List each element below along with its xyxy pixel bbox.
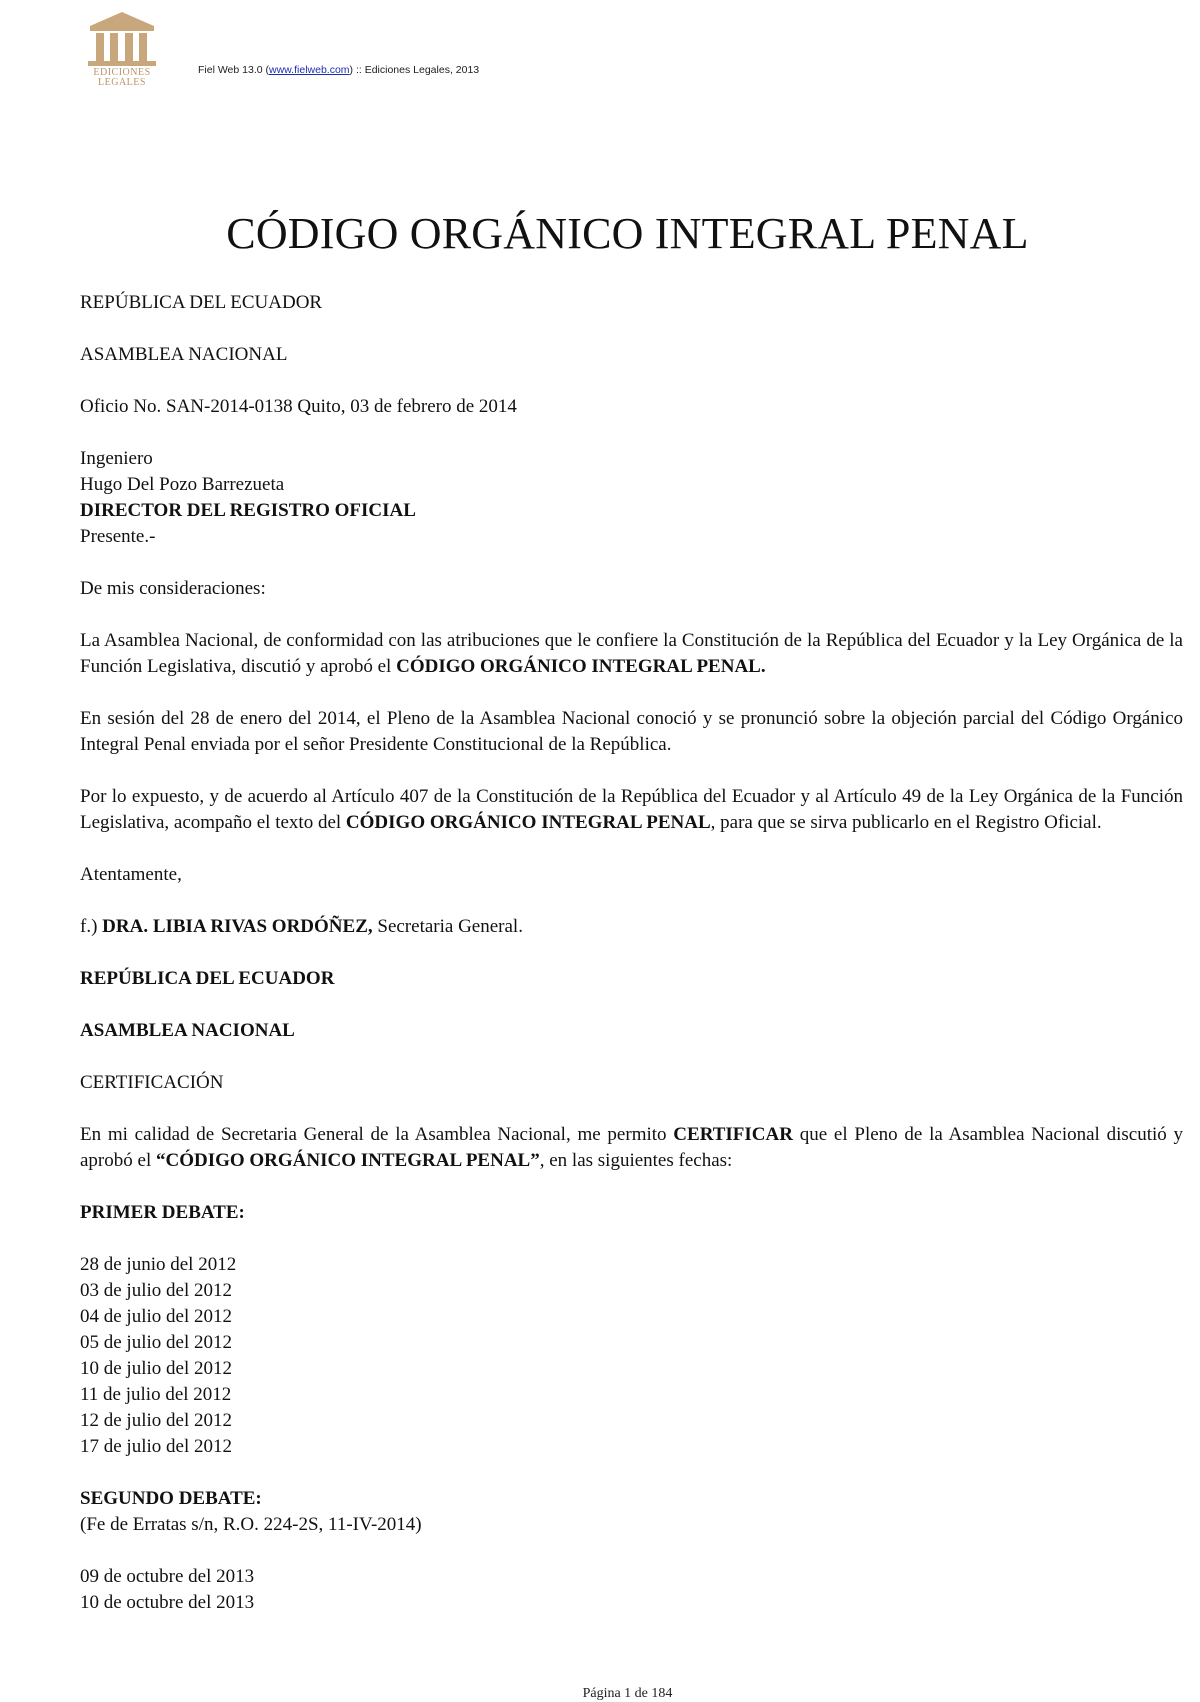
date-item: 09 de octubre del 2013 [80, 1566, 255, 1587]
first-debate-dates [80, 1252, 1183, 1460]
presente: Presente.- [80, 526, 156, 547]
recipient-name: Hugo Del Pozo Barrezueta [80, 474, 285, 495]
date-item: 28 de junio del 2012 [80, 1254, 237, 1275]
closing: Atentamente, [80, 864, 182, 885]
second-debate-note: (Fe de Erratas s/n, R.O. 224-2S, 11-IV-2014) [80, 1514, 422, 1535]
cert-republic: REPÚBLICA DEL ECUADOR [80, 968, 335, 989]
second-debate-label: SEGUNDO DEBATE: [80, 1488, 262, 1509]
recipient-role: DIRECTOR DEL REGISTRO OFICIAL [80, 500, 416, 521]
second-debate-block [80, 1486, 1183, 1538]
oficio-line: Oficio No. SAN-2014-0138 Quito, 03 de febrero de 2014 [80, 396, 517, 417]
paragraph-1: La Asamblea Nacional, de conformidad con las atribuciones que le confiere la Constitución de la República del Ecuador y la Ley Orgánica de la Función Legislativa, discutió y aprobó el CÓDIGO ORGÁNICO INTEGRAL PENAL. [80, 630, 1183, 677]
signature-line: f.) DRA. LIBIA RIVAS ORDÓÑEZ, Secretaria General. [80, 916, 523, 937]
fielweb-link[interactable]: www.fielweb.com [269, 64, 350, 76]
page-number: Página 1 de 184 [582, 1686, 673, 1701]
cert-assembly: ASAMBLEA NACIONAL [80, 1020, 295, 1041]
date-item: 04 de julio del 2012 [80, 1306, 232, 1327]
letter-assembly: ASAMBLEA NACIONAL [80, 344, 288, 365]
recipient-block [80, 446, 1183, 550]
document-header [84, 8, 1084, 98]
date-item: 12 de julio del 2012 [80, 1410, 232, 1431]
first-debate-label: PRIMER DEBATE: [80, 1202, 245, 1223]
logo-text: EDICIONES LEGALES [93, 67, 151, 88]
certification-paragraph: En mi calidad de Secretaria General de la Asamblea Nacional, me permito CERTIFICAR que el Pleno de la Asamblea Nacional discutió y aprobó el “CÓDIGO ORGÁNICO INTEGRAL PENAL”, en las siguientes fechas: [80, 1124, 1184, 1171]
date-item: 10 de julio del 2012 [80, 1358, 232, 1379]
letter-republic: REPÚBLICA DEL ECUADOR [80, 292, 323, 313]
recipient-title: Ingeniero [80, 448, 153, 469]
date-item: 05 de julio del 2012 [80, 1332, 232, 1353]
document-title: CÓDIGO ORGÁNICO INTEGRAL PENAL [226, 209, 1029, 258]
cert-heading: CERTIFICACIÓN [80, 1072, 224, 1093]
salutation: De mis consideraciones: [80, 578, 266, 599]
document-body [80, 290, 1183, 1642]
header-source-line: Fiel Web 13.0 (www.fielweb.com) :: Ediciones Legales, 2013 [198, 64, 480, 76]
date-item: 17 de julio del 2012 [80, 1436, 232, 1457]
date-item: 10 de octubre del 2013 [80, 1592, 255, 1613]
paragraph-2: En sesión del 28 de enero del 2014, el Pleno de la Asamblea Nacional conoció y se pronunció sobre la objeción parcial del Código Orgánico Integral Penal enviada por el señor Presidente Constitucional de la República. [80, 708, 1183, 755]
date-item: 03 de julio del 2012 [80, 1280, 232, 1301]
second-debate-dates [80, 1564, 1183, 1616]
date-item: 11 de julio del 2012 [80, 1384, 232, 1405]
paragraph-3: Por lo expuesto, y de acuerdo al Artículo 407 de la Constitución de la República del Ecuador y al Artículo 49 de la Ley Orgánica de la Función Legislativa, acompaño el texto del CÓDIGO ORGÁNICO INTEGRAL PENAL, para que se sirva publicarlo en el Registro Oficial. [80, 786, 1183, 833]
